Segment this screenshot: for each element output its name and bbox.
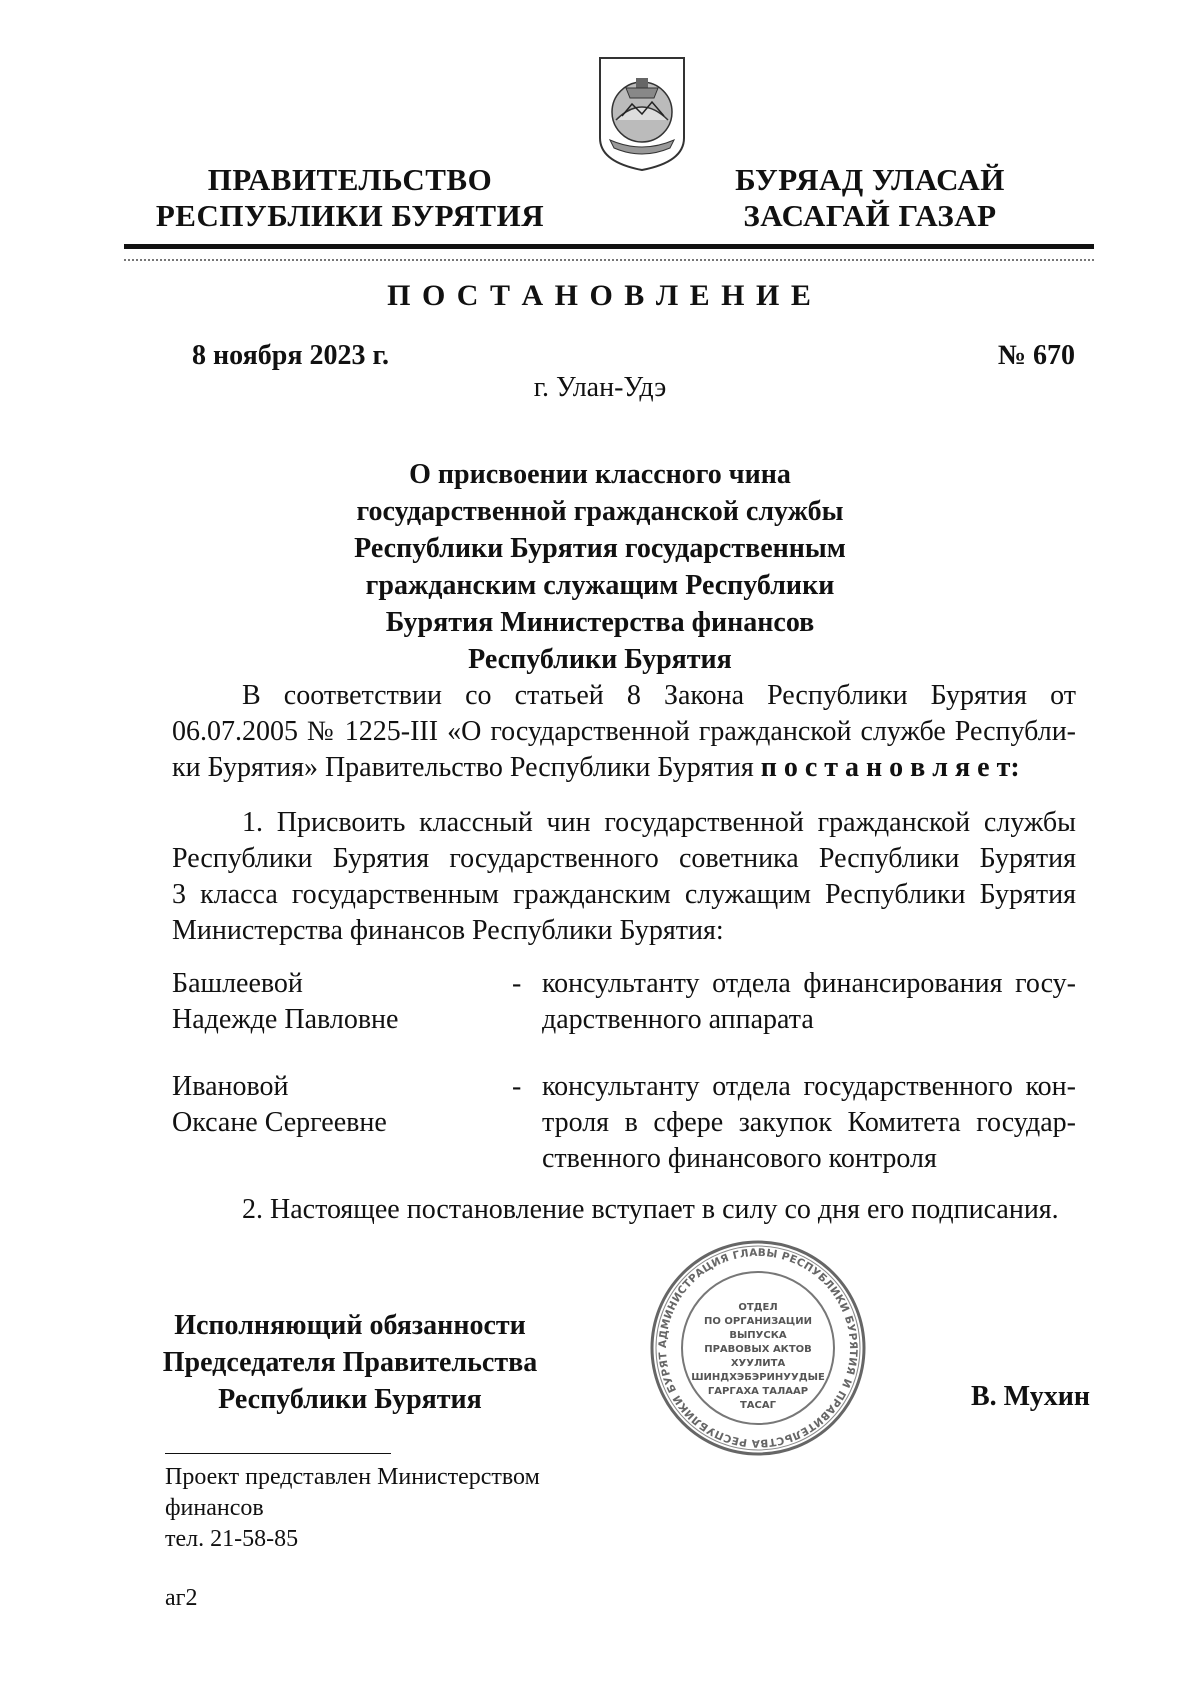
header-divider — [124, 244, 1094, 249]
header-right — [720, 162, 1020, 234]
preamble-line — [172, 750, 1076, 786]
person-given-name: Оксане Сергеевне — [172, 1107, 387, 1138]
doc-number: № 670 — [997, 340, 1075, 371]
person-dash: - — [512, 968, 522, 999]
person-given-name: Надежде Павловне — [172, 1004, 399, 1035]
position-line: дарственного аппарата — [542, 1004, 814, 1035]
item-1-line: 3 класса государственным гражданским служащим Республики Бурятия — [172, 879, 1076, 910]
preamble-text: ки Бурятия» Правительство Республики Бурятия — [172, 752, 761, 783]
position-line: ственного финансового контроля — [542, 1143, 937, 1174]
signature-line: Республики Бурятия — [218, 1384, 482, 1415]
footer-code: аг2 — [165, 1585, 198, 1611]
title-line: Бурятия Министерства финансов — [385, 607, 815, 638]
seal-outer-text: АДМИНИСТРАЦИЯ ГЛАВЫ РЕСПУБЛИКИ БУРЯТИЯ И ПРАВИТЕЛЬСТВА РЕСПУБЛИКИ БУРЯТ — [656, 1246, 860, 1450]
seal-inner-line: ПО ОРГАНИЗАЦИИ — [704, 1316, 812, 1327]
seal-inner-line: ВЫПУСКА — [729, 1330, 787, 1341]
header-right-line2: ЗАСАГАЙ ГАЗАР — [743, 198, 997, 233]
preamble-line: В соответствии со статьей 8 Закона Республики Бурятия от — [242, 680, 1076, 711]
coat-of-arms-icon — [596, 54, 688, 174]
person-name-1 — [172, 966, 512, 1038]
title-line: Республики Бурятия государственным — [354, 533, 846, 564]
title-line: гражданским служащим Республики — [365, 570, 835, 601]
header-left — [150, 162, 550, 234]
footer-note — [165, 1462, 585, 1555]
footer-phone: тел. 21-58-85 — [165, 1526, 299, 1552]
preamble — [172, 678, 1076, 786]
person-position-1 — [542, 966, 1076, 1038]
official-seal — [648, 1238, 868, 1458]
seal-inner-line: ШИНДХЭБЭРИНУУДЫЕ — [691, 1372, 825, 1383]
footer-line: финансов — [165, 1495, 264, 1521]
seal-inner-line: ХУУЛИТА — [730, 1358, 786, 1369]
title-line: О присвоении классного чина — [409, 459, 791, 490]
signature-line: Исполняющий обязанности — [174, 1310, 526, 1341]
header-divider-dotted — [124, 259, 1094, 261]
item-2: 2. Настоящее постановление вступает в силу со дня его подписания. — [242, 1194, 1059, 1225]
title-line: Республики Бурятия — [468, 644, 732, 675]
footer-line: Проект представлен Министерством — [165, 1464, 540, 1490]
header-right-line1: БУРЯАД УЛАСАЙ — [735, 162, 1005, 197]
header-left-line1: ПРАВИТЕЛЬСТВО — [207, 162, 493, 197]
person-name-2 — [172, 1069, 512, 1141]
seal-inner-line: ТАСАГ — [739, 1400, 777, 1411]
doc-city: г. Улан-Удэ — [533, 372, 667, 403]
item-1-line: Министерства финансов Республики Бурятия: — [172, 915, 724, 946]
seal-inner-line: ПРАВОВЫХ АКТОВ — [704, 1344, 812, 1355]
seal-inner-line: ОТДЕЛ — [738, 1302, 778, 1313]
item-1 — [172, 805, 1076, 949]
item-1-line: Республики Бурятия государственного советника Республики Бурятия — [172, 843, 1076, 874]
person-position-2 — [542, 1069, 1076, 1177]
person-surname: Ивановой — [172, 1071, 289, 1102]
seal-inner-line: ГАРГАХА ТАЛААР — [707, 1386, 809, 1397]
signer-name: В. Мухин — [971, 1381, 1090, 1412]
doc-date: 8 ноября 2023 г. — [192, 340, 390, 371]
header-left-line2: РЕСПУБЛИКИ БУРЯТИЯ — [155, 198, 545, 233]
doc-type: П О С Т А Н О В Л Е Н И Е — [387, 279, 813, 312]
title-line: государственной гражданской службы — [356, 496, 844, 527]
signature-block — [140, 1307, 560, 1418]
item-1-line: 1. Присвоить классный чин государственной гражданской службы — [242, 807, 1076, 838]
position-line: консультанту отдела государственного кон- — [542, 1071, 1076, 1102]
doc-title — [250, 456, 950, 678]
person-surname: Башлеевой — [172, 968, 303, 999]
position-line: консультанту отдела финансирования госу- — [542, 968, 1076, 999]
preamble-line: 06.07.2005 № 1225-III «О государственной гражданской службе Республи- — [172, 716, 1076, 747]
footnote-rule — [165, 1453, 391, 1454]
position-line: троля в сфере закупок Комитета государ- — [542, 1107, 1076, 1138]
person-dash: - — [512, 1071, 522, 1102]
signature-line: Председателя Правительства — [162, 1347, 538, 1378]
decree-word: п о с т а н о в л я е т: — [760, 752, 1020, 783]
